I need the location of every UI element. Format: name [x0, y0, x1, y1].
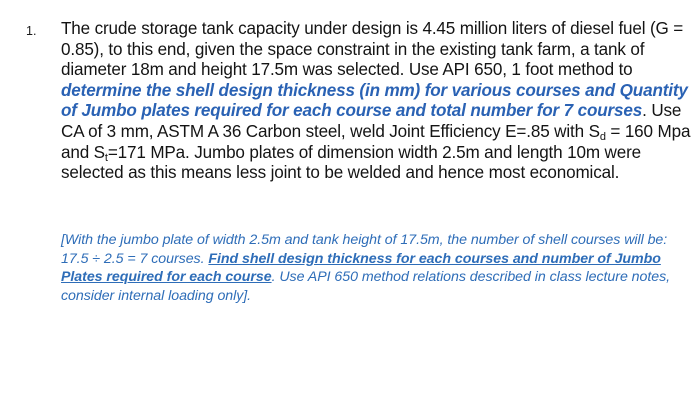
instruction-note — [61, 231, 691, 305]
question-text-part-1: The crude storage tank capacity under design is 4.45 million liters of diesel fuel (G = 0.85), to this end, given the space constraint in the existing tank farm, a tank of diameter 18m and height 17.5m was selected. Use API 650, 1 foot method to — [61, 19, 684, 80]
note-text-part-1: [With the jumbo plate of width 2.5m and tank height of 17.5m, the number of shell courses will be: 17.5 ÷ 2.5 = 7 courses. — [61, 232, 668, 267]
question-text — [61, 19, 691, 184]
question-number: 1. — [26, 24, 37, 38]
question-text-part-4: =171 MPa. Jumbo plates of dimension width 2.5m and length 10m were selected as this means less joint to be welded and hence most economical. — [61, 142, 641, 183]
question-emphasis: determine the shell design thickness (in mm) for various courses and Quantity of Jumbo plates required for each course and total number for 7 courses — [61, 80, 688, 121]
subscript-d: d — [599, 130, 606, 143]
question-text-part-2: . Use CA of 3 mm, ASTM A 36 Carbon steel, weld Joint Efficiency E=.85 with S — [61, 101, 682, 141]
note-emphasis-link: Find shell design thickness for each courses and number of Jumbo Plates required for each course — [61, 250, 661, 286]
note-text-part-2: . Use API 650 method relations described in class lecture notes, consider internal loading only]. — [61, 269, 671, 304]
subscript-t: t — [104, 151, 108, 164]
question-text-part-3: = 160 Mpa and S — [61, 121, 691, 162]
